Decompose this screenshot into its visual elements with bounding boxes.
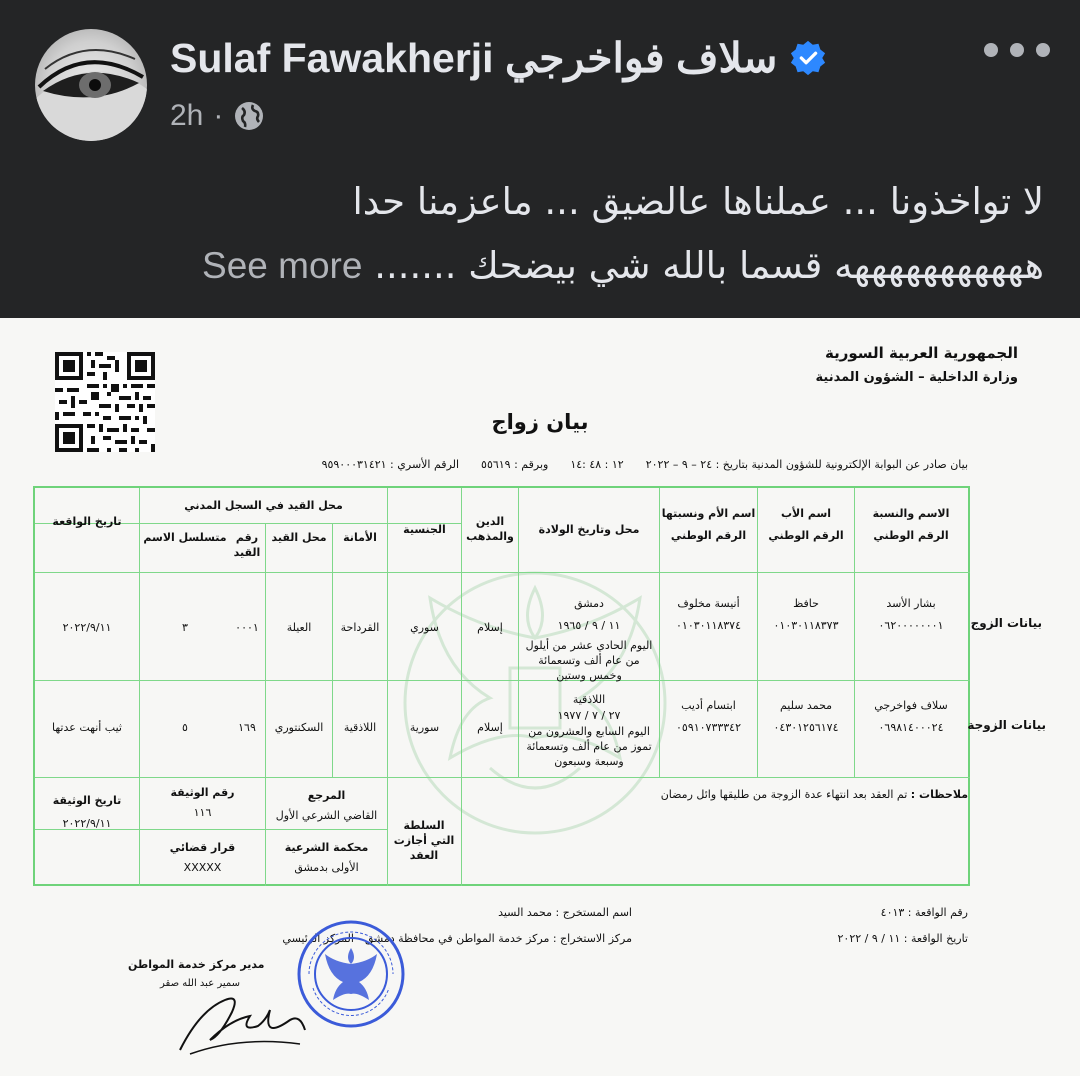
header-name: الاسم والنسبة: [872, 507, 950, 520]
header-reg-no: رقم القيد: [233, 531, 261, 559]
notes: [661, 788, 968, 801]
signature-icon: [170, 980, 310, 1060]
extractor-name: اسم المستخرج : محمد السيد: [498, 906, 632, 919]
event-number: رقم الواقعة : ٤٠١٣: [880, 906, 968, 919]
authority-label: السلطة التي أجازت العقد: [393, 819, 455, 862]
husband-mother-id: ٠١٠٣٠١١٨٣٧٤: [676, 619, 741, 632]
husband-label: بيانات الزوج: [970, 616, 1042, 630]
header-mother-sub: الرقم الوطني: [670, 529, 747, 542]
doc-ministry: وزارة الداخلية – الشؤون المدنية: [815, 370, 1018, 385]
avatar-eye-image: [35, 29, 147, 141]
qr-code-icon: [55, 352, 155, 452]
grid-line: [387, 488, 388, 886]
husband-name: بشار الأسد: [886, 597, 936, 610]
header-seq: متسلسل الاسم: [143, 531, 227, 544]
notes-value: تم العقد بعد انتهاء عدة الزوجة من طليقها وائل رمضان: [660, 788, 908, 801]
header-amana: الأمانة: [343, 531, 377, 544]
court-value: الأولى بدمشق: [294, 861, 359, 874]
header-nationality: الجنسية: [403, 523, 446, 536]
post-text-line: لا تواخذونا ... عملناها عالضيق ... ماعزمنا حدا: [352, 180, 1044, 223]
official-seal-icon: [295, 918, 407, 1030]
grid-line: [35, 777, 970, 778]
post-header: [0, 0, 1080, 318]
grid-line: [35, 680, 970, 681]
wife-birth-words: تموز من عام ألف وتسعمائة: [526, 740, 652, 753]
issued-time: ١٢ : ٤٨ :١٤: [570, 458, 624, 471]
post-text-laugh: هههههههههههه قسما بالله شي بيضحك .......: [374, 244, 1044, 287]
issued-line: [322, 458, 968, 471]
judicial-label: قرار قضائي: [169, 841, 236, 854]
wife-mother: ابتسام أديب: [681, 699, 736, 712]
husband-amana: القرداحة: [340, 621, 380, 634]
wife-label: بيانات الزوجة: [967, 718, 1046, 732]
header-father-sub: الرقم الوطني: [768, 529, 844, 542]
header-place: محل القيد: [271, 531, 327, 544]
reference-label: المرجع: [307, 789, 346, 802]
wife-birth-date: ٢٧ / ٧ / ١٩٧٧: [557, 709, 621, 722]
grid-line: [35, 572, 970, 573]
more-dot: [984, 43, 998, 57]
doc-republic: الجمهورية العربية السورية: [825, 344, 1018, 362]
header-father: اسم الأب: [780, 507, 832, 520]
post-text: [84, 170, 1044, 298]
header-event-date: تاريخ الواقعة: [52, 515, 122, 528]
judicial-value: XXXXX: [183, 861, 222, 874]
wife-name: سلاف فواخرجي: [874, 699, 948, 712]
husband-birth-place: دمشق: [574, 597, 604, 610]
husband-birth-words: وخمس وستين: [556, 669, 622, 682]
wife-religion: إسلام: [477, 721, 503, 734]
doc-title: بيان زواج: [491, 410, 589, 434]
wife-event-date: ثيب أنهت عدتها: [52, 721, 122, 734]
wife-seq: ٥: [182, 721, 188, 734]
header-mother: اسم الأم ونسبتها: [661, 507, 756, 520]
husband-mother: أنيسة مخلوف: [677, 597, 740, 610]
wife-mother-id: ٠٥٩١٠٧٣٣٣٤٢: [676, 721, 741, 734]
post-meta: [170, 94, 265, 138]
husband-reg-no: ٠٠٠١: [235, 621, 259, 634]
wife-father: محمد سليم: [779, 699, 833, 712]
husband-place: العيلة: [286, 621, 312, 634]
author-name[interactable]: Sulaf Fawakherji سلاف فواخرجي: [170, 35, 778, 81]
post-text-line-2: [84, 234, 1044, 298]
family-number: الرقم الأسري : ٩٥٩٠٠٠٣١٤٢١: [321, 458, 460, 471]
header-name-sub: الرقم الوطني: [873, 529, 949, 542]
husband-birth-date: ١١ / ٩ / ١٩٦٥: [557, 619, 621, 632]
wife-amana: اللاذقية: [343, 721, 377, 734]
marriage-certificate-image[interactable]: [0, 318, 1080, 1076]
verified-badge-icon: [789, 39, 827, 77]
globe-icon[interactable]: [233, 100, 265, 132]
notes-label: ملاحظات :: [910, 788, 968, 801]
husband-event-date: ٢٠٢٢/٩/١١: [62, 621, 112, 634]
header-registry: محل القيد في السجل المدني: [184, 499, 343, 512]
wife-birth-words: اليوم السابع والعشرون من: [528, 725, 650, 738]
husband-seq: ٣: [182, 621, 188, 634]
doc-date-label: تاريخ الوثيقة: [52, 794, 122, 807]
husband-birth-words: من عام ألف وتسعمائة: [538, 654, 640, 667]
wife-nationality: سورية: [409, 721, 440, 734]
wife-father-id: ٠٤٣٠١٢٥٦١٧٤: [773, 721, 839, 734]
doc-number-label: رقم الوثيقة: [170, 786, 235, 799]
court-label: محكمة الشرعية: [284, 841, 369, 854]
grid-line: [265, 523, 266, 778]
wife-reg-no: ١٦٩: [238, 721, 256, 734]
header-religion: الدين والمذهب: [466, 515, 514, 543]
more-dot: [1036, 43, 1050, 57]
husband-father-id: ٠١٠٣٠١١٨٣٧٣: [773, 619, 839, 632]
extraction-center: مركز الاستخراج : مركز خدمة المواطن في محافظة دمشق - المركز الرئيسي: [282, 932, 632, 945]
paper-number: وبرقم : ٥٥٦١٩: [481, 458, 549, 471]
doc-date: ٢٠٢٢/٩/١١: [62, 817, 112, 830]
marriage-data-table: [33, 486, 970, 886]
grid-line: [461, 488, 462, 886]
header-birth: محل وتاريخ الولادة: [538, 523, 640, 536]
husband-birth-words: اليوم الحادي عشر من أيلول: [525, 639, 653, 652]
wife-birth-words: وسبعة وسبعون: [554, 755, 624, 768]
see-more-link[interactable]: See more: [202, 245, 363, 286]
husband-father: حافظ: [793, 597, 819, 610]
wife-id: ٠٦٩٨١٤٠٠٠٢٤: [878, 721, 944, 734]
avatar[interactable]: [35, 29, 147, 141]
author-row: [170, 28, 827, 88]
wife-place: السكنتوري: [274, 721, 324, 734]
husband-id: ٠٦٢٠٠٠٠٠٠٠١: [878, 619, 944, 632]
event-date-footer: تاريخ الواقعة : ١١ / ٩ / ٢٠٢٢: [837, 932, 968, 945]
more-options-icon[interactable]: [984, 30, 1050, 70]
manager-name: سمير عبد الله صقر: [160, 978, 241, 989]
meta-separator: ·: [213, 99, 224, 132]
wife-birth-place: اللاذقية: [572, 693, 606, 706]
manager-title: مدير مركز خدمة المواطن: [128, 958, 265, 971]
grid-line: [139, 488, 140, 886]
husband-nationality: سوري: [410, 621, 439, 634]
issued-text: بيان صادر عن البوابة الإلكترونية للشؤون المدنية بتاريخ : ٢٤ – ٩ – ٢٠٢٢: [645, 458, 968, 471]
reference-value: القاضي الشرعي الأول: [275, 809, 378, 822]
post-time[interactable]: 2h: [170, 99, 204, 132]
more-dot: [1010, 43, 1024, 57]
doc-number: ١١٦: [193, 806, 212, 819]
husband-religion: إسلام: [477, 621, 503, 634]
grid-line: [332, 523, 333, 778]
